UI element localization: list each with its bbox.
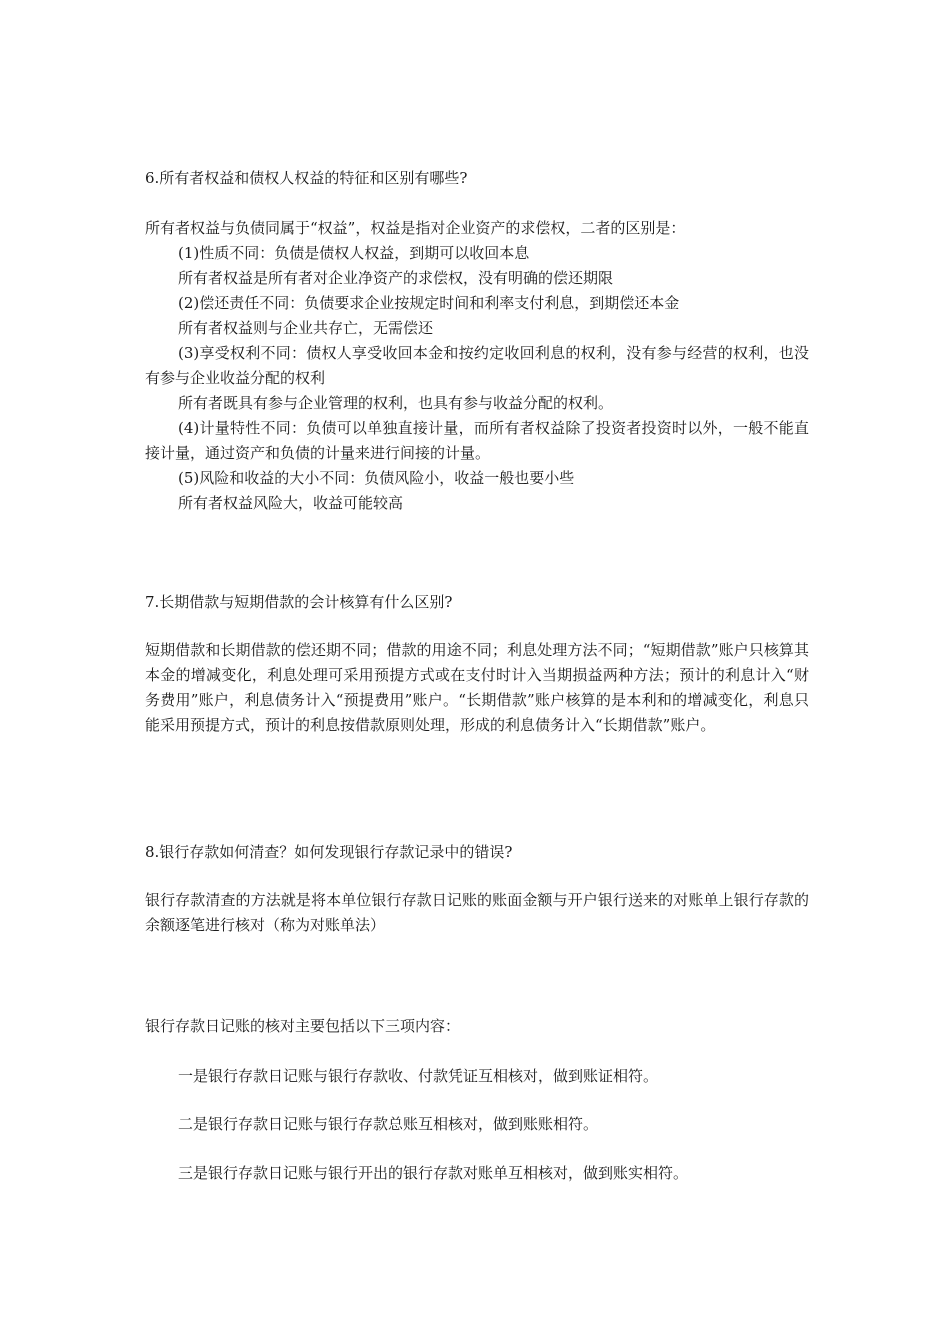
question-8-check-3: 三是银行存款日记账与银行开出的银行存款对账单互相核对，做到账实相符。 (178, 1164, 689, 1182)
question-6-item-5-b: 所有者权益风险大，收益可能较高 (178, 494, 404, 512)
question-8-check-2: 二是银行存款日记账与银行存款总账互相核对，做到账账相符。 (178, 1115, 599, 1133)
question-8-title: 8.银行存款如何清查？如何发现银行存款记录中的错误? (145, 843, 513, 861)
question-6-item-3-b: 所有者既具有参与企业管理的权利，也具有参与收益分配的权利。 (178, 394, 614, 412)
question-8-check-intro: 银行存款日记账的核对主要包括以下三项内容： (145, 1017, 461, 1035)
question-6-item-3-a: (3)享受权利不同：债权人享受收回本金和按约定收回利息的权利，没有参与经营的权利，也没有参与企业收益分配的权利 (145, 344, 809, 387)
question-6-item-4-a: (4)计量特性不同：负债可以单独直接计量，而所有者权益除了投资者投资时以外，一般不能直接计量，通过资产和负债的计量来进行间接的计量。 (145, 419, 809, 462)
question-6-item-2-b: 所有者权益则与企业共存亡，无需偿还 (178, 319, 434, 337)
question-6-intro: 所有者权益与负债同属于“权益”，权益是指对企业资产的求偿权，二者的区别是： (145, 219, 686, 237)
question-8-answer: 银行存款清查的方法就是将本单位银行存款日记账的账面金额与开户银行送来的对账单上银行存款的余额逐笔进行核对（称为对账单法） (145, 891, 809, 934)
question-6-item-1-b: 所有者权益是所有者对企业净资产的求偿权，没有明确的偿还期限 (178, 269, 614, 287)
question-6-item-1-a: (1)性质不同：负债是债权人权益，到期可以收回本息 (178, 244, 530, 262)
question-7-title: 7.长期借款与短期借款的会计核算有什么区别? (145, 593, 453, 611)
question-6-title: 6.所有者权益和债权人权益的特征和区别有哪些? (145, 169, 468, 187)
question-6-item-5-a: (5)风险和收益的大小不同：负债风险小，收益一般也要小些 (178, 469, 575, 487)
question-7-answer: 短期借款和长期借款的偿还期不同；借款的用途不同；利息处理方法不同；“短期借款”账户只核算其本金的增减变化，利息处理可采用预提方式或在支付时计入当期损益两种方法；预计的利息计入“财务费用”账户，利息债务计入“预提费用”账户。“长期借款”账户核算的是本利和的增减变化，利息只能采用预提方式，预计的利息按借款原则处理，形成的利息债务计入“长期借款”账户。 (145, 641, 809, 734)
question-8-check-1: 一是银行存款日记账与银行存款收、付款凭证互相核对，做到账证相符。 (178, 1067, 659, 1085)
question-6-item-2-a: (2)偿还责任不同：负债要求企业按规定时间和利率支付利息，到期偿还本金 (178, 294, 680, 312)
